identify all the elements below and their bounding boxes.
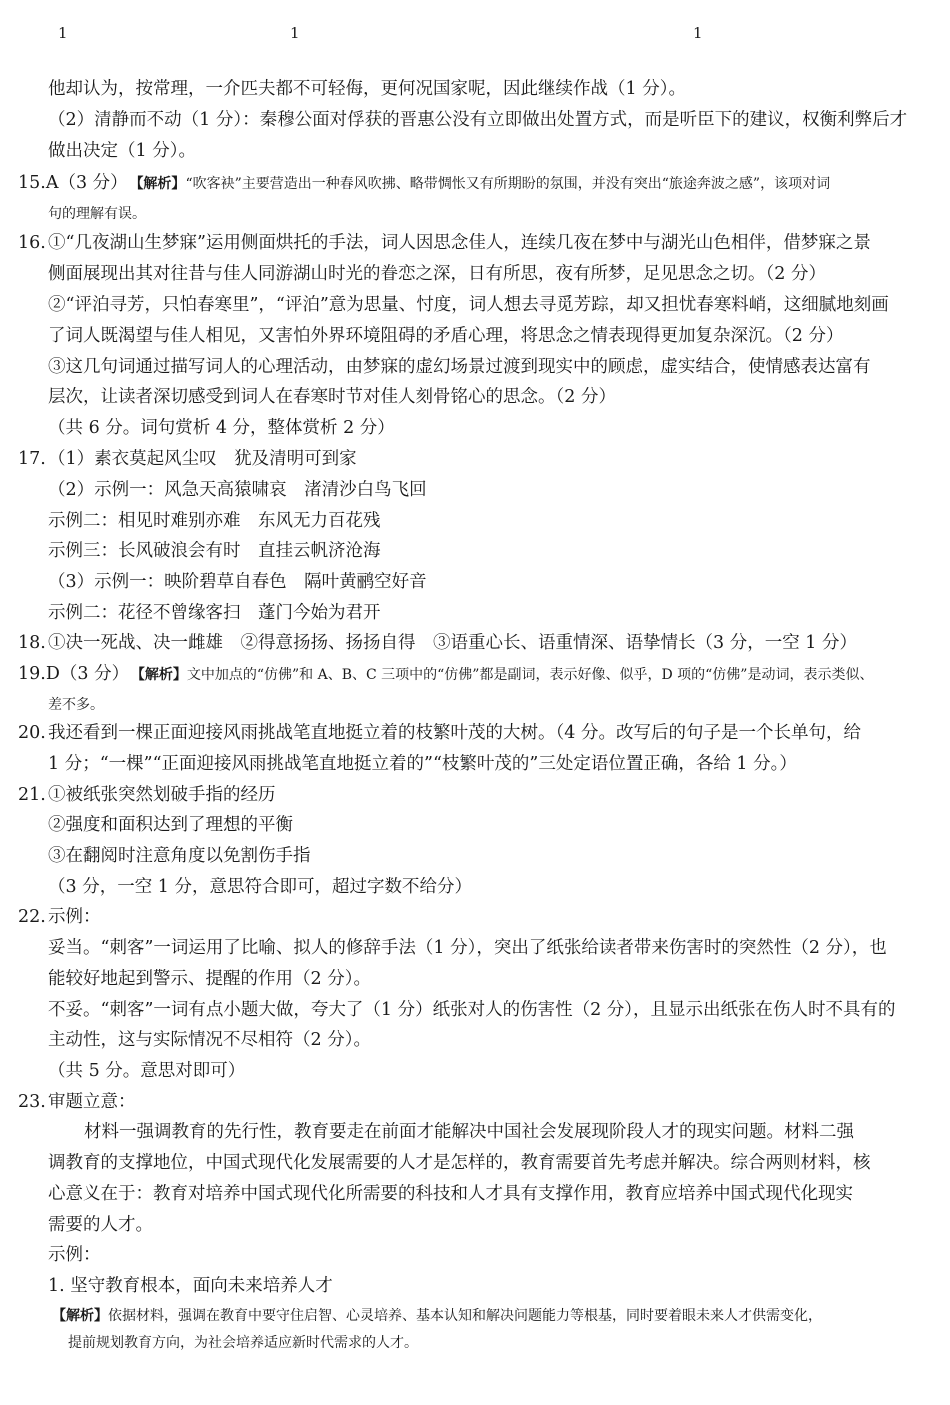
q17-line-6: 示例二：花径不曾缘客扫 蓬门今始为君开 bbox=[48, 603, 381, 623]
q17-line-1: （1）素衣莫起风尘叹 犹及清明可到家 bbox=[48, 449, 357, 469]
q19-number: 19. bbox=[18, 664, 46, 684]
q16-line-6: 层次，让读者深切感受到词人在春寒时节对佳人刻骨铭心的思念。（2 分） bbox=[48, 387, 616, 407]
q16-line-2: 侧面展现出其对往昔与佳人同游湖山时光的眷恋之深，日有所思，夜有所梦，足见思念之切。（2 分） bbox=[48, 264, 826, 284]
q18-line-1: ①决一死战、决一雌雄 ②得意扬扬、扬扬自得 ③语重心长、语重情深、语挚情长（3 分，一空 1 分） bbox=[48, 633, 857, 653]
q16-line-4: 了词人既渴望与佳人相见，又害怕外界环境阻碍的矛盾心理，将思念之情表现得更加复杂深沉。（2 分） bbox=[48, 326, 844, 346]
q22-line-2: 妥当。“刺客”一词运用了比喻、拟人的修辞手法（1 分），突出了纸张给读者带来伤害时的突然性（2 分），也 bbox=[48, 938, 887, 958]
q22-number: 22. bbox=[18, 907, 46, 927]
q19-item bbox=[18, 663, 873, 686]
q21-number: 21. bbox=[18, 785, 46, 805]
q18-number: 18. bbox=[18, 633, 46, 653]
q23-analysis-text: 依据材料，强调在教育中要守住启智、心灵培养、基本认知和解决问题能力等根基，同时要着眼未来人才供需变化， bbox=[108, 1308, 822, 1324]
q17-line-4: 示例三：长风破浪会有时 直挂云帆济沧海 bbox=[48, 541, 381, 561]
q22-line-6: （共 5 分。意思对即可） bbox=[48, 1061, 246, 1081]
q22-line-1: 示例： bbox=[48, 907, 101, 927]
q14-line-3: 做出决定（1 分）。 bbox=[48, 141, 196, 161]
q23-analysis-line-1 bbox=[52, 1304, 822, 1327]
q14-line-2: （2）清静而不动（1 分）：秦穆公面对俘获的晋惠公没有立即做出处置方式，而是听臣下的建议，权衡利弊后才 bbox=[48, 110, 908, 130]
q23-para-3: 心意义在于：教育对培养中国式现代化所需要的科技和人才具有支撑作用，教育应培养中国式现代化现实 bbox=[48, 1184, 853, 1204]
q23-para-2: 调教育的支撑地位，中国式现代化发展需要的人才是怎样的，教育需要首先考虑并解决。综合两则材料，核 bbox=[48, 1153, 871, 1173]
q19-analysis-text-2: 差不多。 bbox=[48, 697, 104, 713]
q16-line-3: ②“评泊寻芳，只怕春寒里”，“评泊”意为思量、忖度，词人想去寻觅芳踪，却又担忧春寒料峭，这细腻地刻画 bbox=[48, 295, 889, 315]
q16-line-5: ③这几句词通过描写词人的心理活动，由梦寐的虚幻场景过渡到现实中的顾虑，虚实结合，使情感表达富有 bbox=[48, 357, 871, 377]
q15-analysis-text: “吹客袂”主要营造出一种春风吹拂、略带惆怅又有所期盼的氛围，并没有突出“旅途奔波之感”，该项对词 bbox=[185, 176, 831, 192]
top-mark-3: 1 bbox=[693, 24, 703, 42]
q20-line-1: 我还看到一棵正面迎接风雨挑战笔直地挺立着的枝繁叶茂的大树。（4 分。改写后的句子是一个长单句，给 bbox=[48, 723, 861, 743]
q16-line-1: ①“几夜湖山生梦寐”运用侧面烘托的手法，词人因思念佳人，连续几夜在梦中与湖光山色相伴，借梦寐之景 bbox=[48, 233, 871, 253]
q23-line-1: 审题立意： bbox=[48, 1092, 136, 1112]
q21-line-2: ②强度和面积达到了理想的平衡 bbox=[48, 815, 293, 835]
q19-answer: D（3 分） bbox=[45, 664, 121, 684]
top-mark-2: 1 bbox=[290, 24, 300, 42]
q17-number: 17. bbox=[18, 449, 46, 469]
q21-line-4: （3 分，一空 1 分，意思符合即可，超过字数不给分） bbox=[48, 877, 472, 897]
q22-line-5: 主动性，这与实际情况不尽相符（2 分）。 bbox=[48, 1030, 371, 1050]
q16-line-7: （共 6 分。词句赏析 4 分，整体赏析 2 分） bbox=[48, 418, 395, 438]
q15-number: 15. bbox=[18, 173, 46, 193]
q20-number: 20. bbox=[18, 723, 46, 743]
q17-line-5: （3）示例一：映阶碧草自春色 隔叶黄鹂空好音 bbox=[48, 572, 427, 592]
q17-line-3: 示例二：相见时难别亦难 东风无力百花残 bbox=[48, 511, 381, 531]
q19-analysis-tag: 【解析】 bbox=[137, 667, 187, 683]
q16-number: 16. bbox=[18, 233, 46, 253]
q22-line-4: 不妥。“刺客”一词有点小题大做，夸大了（1 分）纸张对人的伤害性（2 分），且显示出纸张在伤人时不具有的 bbox=[48, 1000, 896, 1020]
q14-line-1: 他却认为，按常理，一介匹夫都不可轻侮，更何况国家呢，因此继续作战（1 分）。 bbox=[48, 79, 686, 99]
q21-line-1: ①被纸张突然划破手指的经历 bbox=[48, 785, 276, 805]
q15-analysis-text-2: 句的理解有误。 bbox=[48, 206, 146, 222]
q23-item-1: 1. 坚守教育根本，面向未来培养人才 bbox=[48, 1276, 333, 1296]
q23-number: 23. bbox=[18, 1092, 46, 1112]
q23-analysis-tag: 【解析】 bbox=[52, 1308, 108, 1324]
q20-line-2: 1 分；“一棵”“正面迎接风雨挑战笔直地挺立着的”“枝繁叶茂的”三处定语位置正确，各给 1 分。） bbox=[48, 754, 797, 774]
q15-answer: A（3 分） bbox=[45, 173, 119, 193]
q15-analysis-tag: 【解析】 bbox=[136, 176, 186, 192]
q21-line-3: ③在翻阅时注意角度以免割伤手指 bbox=[48, 846, 311, 866]
q19-analysis-text: 文中加点的“仿佛”和 A、B、C 三项中的“仿佛”都是副词，表示好像、似乎，D 项的“仿佛”是动词，表示类似、 bbox=[186, 667, 874, 683]
top-mark-1: 1 bbox=[58, 24, 68, 42]
q23-para-4: 需要的人才。 bbox=[48, 1215, 153, 1235]
q15-item bbox=[18, 172, 830, 195]
q23-example-label: 示例： bbox=[48, 1245, 101, 1265]
q17-line-2: （2）示例一：风急天高猿啸哀 渚清沙白鸟飞回 bbox=[48, 480, 427, 500]
q23-para-1: 材料一强调教育的先行性，教育要走在前面才能解决中国社会发展现阶段人才的现实问题。材料二强 bbox=[84, 1122, 854, 1142]
q23-analysis-line-2: 提前规划教育方向，为社会培养适应新时代需求的人才。 bbox=[68, 1335, 418, 1351]
q22-line-3: 能较好地起到警示、提醒的作用（2 分）。 bbox=[48, 969, 371, 989]
